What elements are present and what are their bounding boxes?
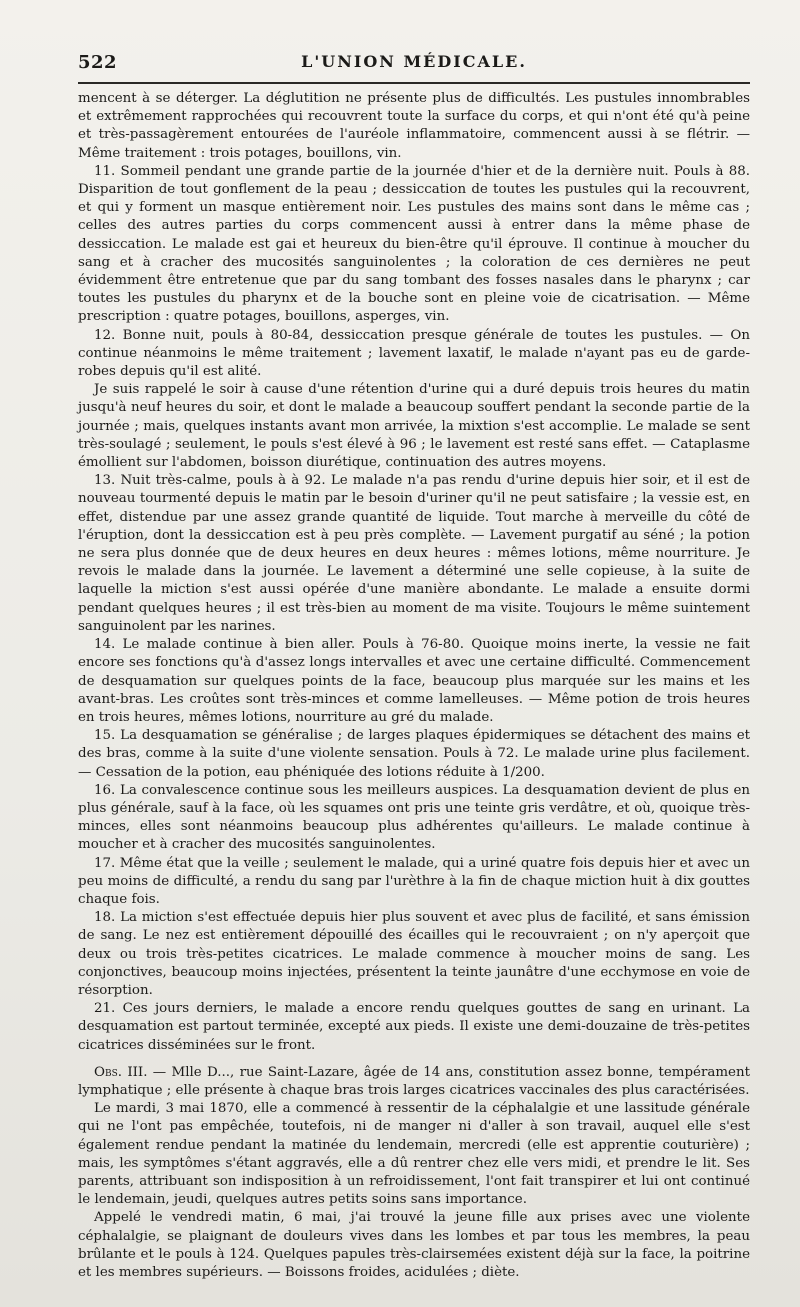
paragraph: 17. Même état que la veille ; seulement le malade, qui a uriné quatre fois depuis hier et avec un peu moins de difficulté, a rendu du sang par l'urèthre à la fin de chaque miction huit à dix gouttes chaque fois. — [78, 855, 750, 907]
paragraph: Le mardi, 3 mai 1870, elle a commencé à ressentir de la céphalalgie et une lassitude générale qui ne l'ont pas empêchée, toutefois, ni de manger ni d'aller à son travail, auquel elle s'est également rendue pendant la matinée du lendemain, mercredi (elle est apprentie couturière) ; mais, les symptômes s'étant aggravés, elle a dû rentrer chez elle vers midi, et prendre le lit. Ses parents, attribuant son indisposition à un refroidissement, l'ont fait transpirer et lui ont continué le lendemain, jeudi, quelques autres petits soins sans importance. — [78, 1101, 750, 1208]
running-title: L'UNION MÉDICALE. — [301, 52, 527, 71]
paragraph: Je suis rappelé le soir à cause d'une rétention d'urine qui a duré depuis trois heures du matin jusqu'à neuf heures du soir, et dont le malade a beaucoup souffert pendant la seconde partie de la journée ; mais, quelques instants avant mon arrivée, la mixtion s'est accomplie. Le malade se sent très-soulagé ; seulement, le pouls s'est élevé à 96 ; le lavement est resté sans effet. — Cataplasme émollient sur l'abdomen, boisson diurétique, continuation des autres moyens. — [78, 382, 750, 471]
paragraph: Appelé le vendredi matin, 6 mai, j'ai trouvé la jeune fille aux prises avec une violente céphalalgie, se plaignant de douleurs vives dans les lombes et par tous les membres, la peau brûlante et le pouls à 124. Quelques papules très-clairsemées existent déjà sur la face, la poitrine et les membres supérieurs. — Boissons froides, acidulées ; diète. — [78, 1210, 750, 1280]
header-rule — [78, 82, 750, 84]
observation-text: — Mlle D..., rue Saint-Lazare, âgée de 14 ans, constitution assez bonne, tempérament lymphatique ; elle présente à chaque bras trois larges cicatrices vaccinales des plus caractérisées. — [78, 1064, 750, 1098]
paragraph: 12. Bonne nuit, pouls à 80-84, dessiccation presque générale de toutes les pustules. — On continue néanmoins le même traitement ; lavement laxatif, le malade n'ayant pas eu de garde-robes depuis qu'il est alité. — [78, 327, 750, 380]
paragraph: mencent à se déterger. La déglutition ne présente plus de difficultés. Les pustules innombrables et extrêmement rapprochées qui recouvrent toute la surface du corps, et qui n'ont été qu'à peine et très-passagèrement entourées de l'auréole inflammatoire, commencent aussi à se flétrir. — Même traitement : trois potages, bouillons, vin. — [78, 91, 750, 161]
page-header — [78, 52, 750, 80]
paragraph: 21. Ces jours derniers, le malade a encore rendu quelques gouttes de sang en urinant. La desquamation est partout terminée, excepté aux pieds. Il existe une demi-douzaine de très-petites cicatrices disséminées sur le front. — [78, 1001, 750, 1053]
paragraph: 14. Le malade continue à bien aller. Pouls à 76-80. Quoique moins inerte, la vessie ne fait encore ses fonctions qu'à d'assez longs intervalles et avec une certaine difficulté. Commencement de desquamation sur quelques points de la face, beaucoup plus marquée sur les mains et les avant-bras. Les croûtes sont très-minces et comme lamelleuses. — Même potion de trois heures en trois heures, mêmes lotions, nourriture au gré du malade. — [78, 637, 750, 725]
page-number: 522 — [78, 52, 118, 73]
observation-label: Obs. III. — [94, 1064, 148, 1080]
observation-paragraph — [78, 1064, 750, 1100]
paragraph: 16. La convalescence continue sous les meilleurs auspices. La desquamation devient de plus en plus générale, sauf à la face, où les squames ont pris une teinte gris verdâtre, et où, quoique très-minces, elles sont néanmoins beaucoup plus adhérentes qu'ailleurs. Le malade continue à moucher et à cracher des mucosités sanguinolentes. — [78, 782, 750, 853]
paragraph: 15. La desquamation se généralise ; de larges plaques épidermiques se détachent des mains et des bras, comme à la suite d'une violente sensation. Pouls à 72. Le malade urine plus facilement. — Cessation de la potion, eau phéniquée des lotions réduite à 1/200. — [78, 728, 750, 780]
paragraph: 11. Sommeil pendant une grande partie de la journée d'hier et de la dernière nuit. Pouls à 88. Disparition de tout gonflement de la peau ; dessiccation de toutes les pustules qui la recouvrent, et qui y forment un masque entièrement noir. Les pustules des mains sont dans le même cas ; celles des autres parties du corps commencent aussi à entrer dans la même phase de dessiccation. Le malade est gai et heureux du bien-être qu'il éprouve. Il continue à moucher du sang et à cracher des mucosités sanguinolentes ; la coloration de ces dernières ne peut évidemment être entretenue que par du sang tombant des fosses nasales dans le pharynx ; car toutes les pustules du pharynx et de la bouche sont en pleine voie de cicatrisation. — Même prescription : quatre potages, bouillons, asperges, vin. — [78, 163, 750, 325]
paragraph: 18. La miction s'est effectuée depuis hier plus souvent et avec plus de facilité, et sans émission de sang. Le nez est entièrement dépouillé des écailles qui le recouvraient ; on n'y aperçoit que deux ou trois très-petites cicatrices. Le malade commence à moucher moins de sang. Les conjonctives, beaucoup moins injectées, présentent la teinte jaunâtre d'une ecchymose en voie de résorption. — [78, 910, 750, 998]
article-body — [78, 90, 750, 1282]
paragraph: 13. Nuit très-calme, pouls à à 92. Le malade n'a pas rendu d'urine depuis hier soir, et il est de nouveau tourmenté depuis le matin par le besoin d'uriner qu'il ne peut satisfaire ; la vessie est, en effet, distendue par une assez grande quantité de liquide. Tout marche à merveille du côté de l'éruption, dont la dessiccation est à peu près complète. — Lavement purgatif au séné ; la potion ne sera plus donnée que de deux heures en deux heures : mêmes lotions, même nourriture. Je revois le malade dans la journée. Le lavement a déterminé une selle copieuse, à la suite de laquelle la miction s'est aussi opérée d'une manière abondante. Le malade a ensuite dormi pendant quelques heures ; il est très-bien au moment de ma visite. Toujours le même suintement sanguinolent par les narines. — [78, 473, 750, 634]
